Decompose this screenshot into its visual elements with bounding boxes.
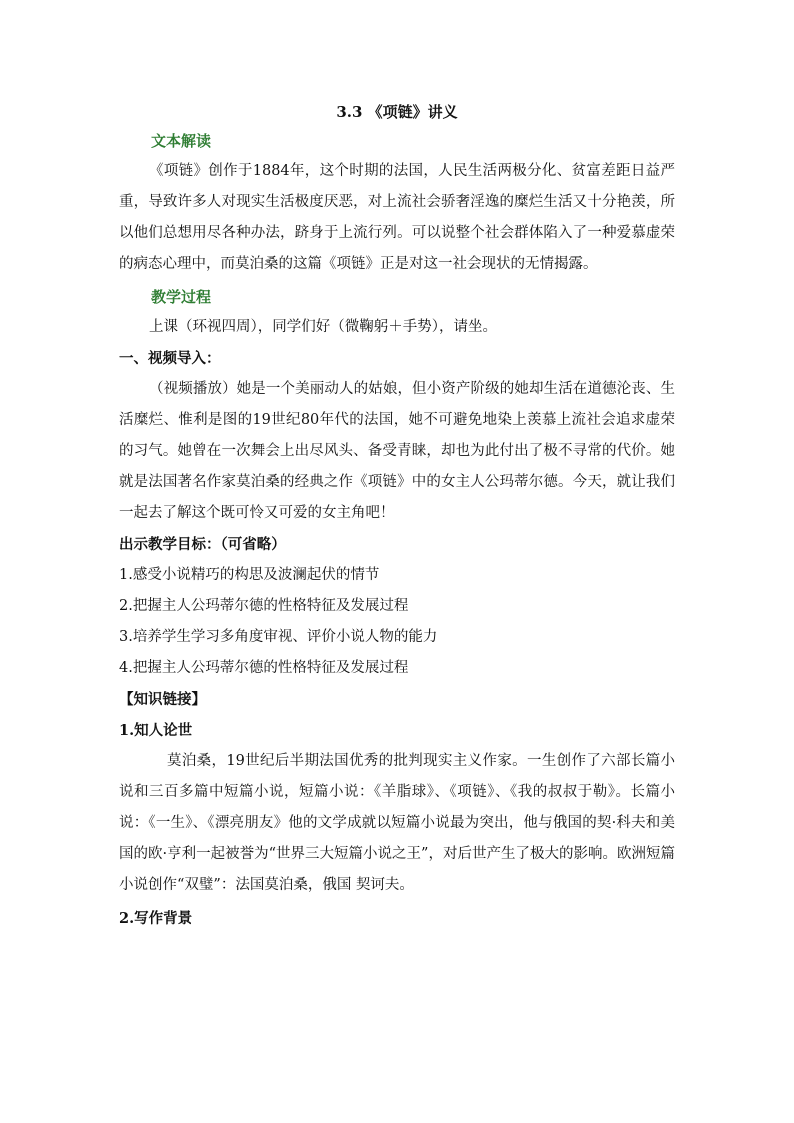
- heading-writing-background: 2.写作背景: [119, 910, 193, 927]
- paragraph-text-interpretation: 《项链》创作于1884年，这个时期的法国，人民生活两极分化、贫富差距日益严重，导致许多人对现实生活极度厌恶，对上流社会骄奢淫逸的糜烂生活又十分艳羡，所以他们总想用尽各种办法，跻身于上流行列。可以说整个社会群体陷入了一种爱慕虚荣的病态心理中，而莫泊桑的这篇《项链》正是对这一社会现状的无情揭露。: [119, 163, 675, 272]
- goal-item-3: 3.培养学生学习多角度审视、评价小说人物的能力: [119, 629, 438, 645]
- page-title: 3.3 《项链》讲义: [336, 103, 458, 121]
- heading-knowledge-link: 【知识链接】: [119, 691, 206, 708]
- paragraph-know-author: 莫泊桑，19世纪后半期法国优秀的批判现实主义作家。一生创作了六部长篇小说和三百多篇中短篇小说，短篇小说：《羊脂球》、《项链》、《我的叔叔于勒》。长篇小说：《一生》、《漂亮朋友》他的文学成就以短篇小说最为突出，他与俄国的契·科夫和美国的欧·亨利一起被誉为“世界三大短篇小说之王”，对后世产生了极大的影响。欧洲短篇小说创作“双璧”：法国莫泊桑，俄国 契诃夫。: [119, 753, 675, 893]
- heading-video-intro: 一、视频导入：: [119, 350, 221, 367]
- paragraph-video-intro: （视频播放）她是一个美丽动人的姑娘，但小资产阶级的她却生活在道德沦丧、生活糜烂、惟利是图的19世纪80年代的法国，她不可避免地染上羡慕上流社会追求虚荣的习气。她曾在一次舞会上出尽风头、备受青睐，却也为此付出了极不寻常的代价。她就是法国著名作家莫泊桑的经典之作《项链》中的女主人公玛蒂尔德。今天，就让我们一起去了解这个既可怜又可爱的女主角吧！: [119, 381, 675, 521]
- heading-teaching-goals: 出示教学目标：（可省略）: [119, 536, 286, 553]
- goal-item-4: 4.把握主人公玛蒂尔德的性格特征及发展过程: [119, 660, 409, 676]
- heading-know-author: 1.知人论世: [119, 722, 193, 739]
- goal-item-2: 2.把握主人公玛蒂尔德的性格特征及发展过程: [119, 598, 409, 614]
- goal-item-1: 1.感受小说精巧的构思及波澜起伏的情节: [119, 567, 380, 583]
- paragraph-greeting: 上课（环视四周），同学们好（微鞠躬＋手势），请坐。: [149, 319, 497, 335]
- section-heading-text-interpretation: 文本解读: [151, 132, 212, 150]
- section-heading-teaching-process: 教学过程: [151, 288, 212, 306]
- document-body: [119, 98, 675, 934]
